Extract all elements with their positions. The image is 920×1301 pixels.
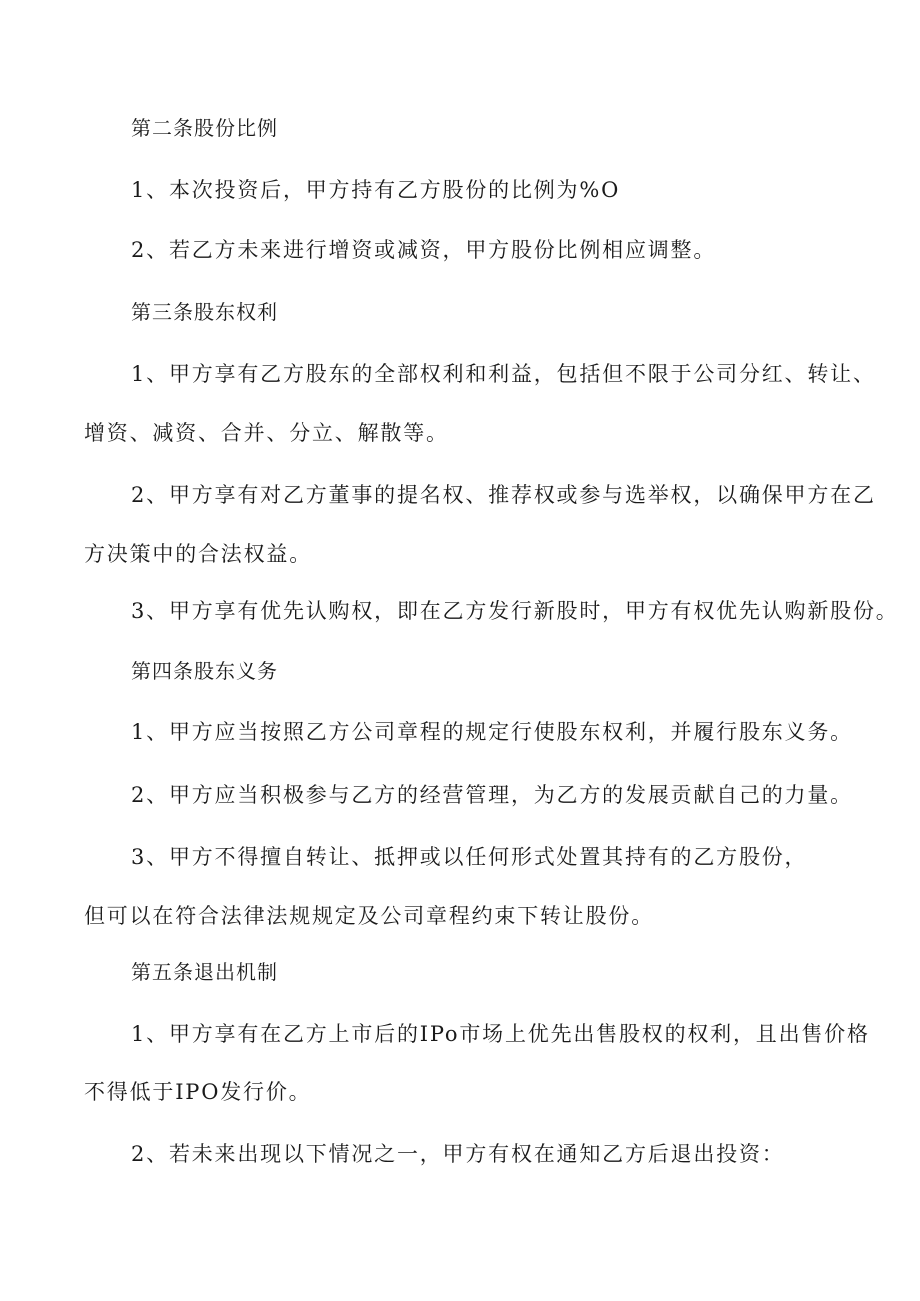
article-2-item-2: 2、若乙方未来进行增资或减资，甲方股份比例相应调整。 [131, 238, 717, 262]
article-4-item-3-line-1: 3、甲方不得擅自转让、抵押或以任何形式处置其持有的乙方股份， [131, 845, 808, 869]
article-3-heading: 第三条股东权利 [131, 300, 278, 324]
article-5-item-2: 2、若未来出现以下情况之一，甲方有权在通知乙方后退出投资： [131, 1142, 785, 1166]
article-4-item-1: 1、甲方应当按照乙方公司章程的规定行使股东权利，并履行股东义务。 [131, 720, 853, 744]
article-4-item-2: 2、甲方应当积极参与乙方的经营管理，为乙方的发展贡献自己的力量。 [131, 783, 853, 807]
article-3-item-1-line-2: 增资、减资、合并、分立、解散等。 [84, 421, 449, 445]
article-5-item-1-line-2: 不得低于IPO发行价。 [84, 1080, 312, 1104]
article-3-item-3: 3、甲方享有优先认购权，即在乙方发行新股时，甲方有权优先认购新股份。 [131, 599, 899, 623]
article-3-item-1-line-1: 1、甲方享有乙方股东的全部权利和利益，包括但不限于公司分红、转让、 [131, 362, 876, 386]
article-3-item-2-line-1: 2、甲方享有对乙方董事的提名权、推荐权或参与选举权，以确保甲方在乙 [131, 483, 876, 507]
article-2-heading: 第二条股份比例 [131, 116, 278, 140]
article-4-item-3-line-2: 但可以在符合法律法规规定及公司章程约束下转让股份。 [84, 904, 654, 928]
article-5-heading: 第五条退出机制 [131, 960, 278, 984]
article-4-heading: 第四条股东义务 [131, 659, 278, 683]
article-5-item-1-line-1: 1、甲方享有在乙方上市后的IPo市场上优先出售股权的权利，且出售价格 [131, 1022, 870, 1046]
article-3-item-2-line-2: 方决策中的合法权益。 [84, 542, 312, 566]
article-2-item-1: 1、本次投资后，甲方持有乙方股份的比例为%O [131, 178, 621, 202]
